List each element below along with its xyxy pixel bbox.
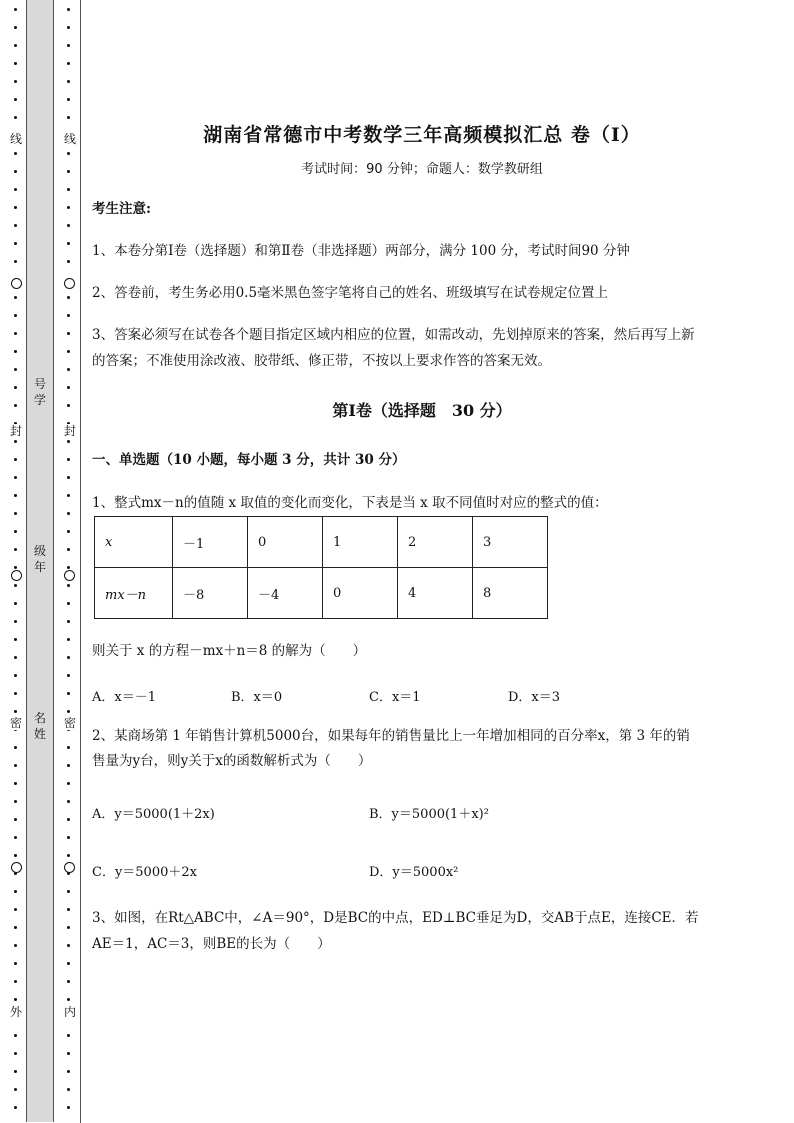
- margin-char-line: 线: [55, 132, 85, 146]
- cut-dot: [14, 674, 17, 677]
- cut-dot: [14, 80, 17, 83]
- cut-dot: [67, 458, 70, 461]
- cut-dot: [67, 188, 70, 191]
- cut-dot: [67, 926, 70, 929]
- cut-dot: [67, 242, 70, 245]
- cut-dot: [14, 800, 17, 803]
- cut-dot: [14, 260, 17, 263]
- cut-dot: [14, 296, 17, 299]
- cut-dot: [14, 476, 17, 479]
- cut-dot: [14, 602, 17, 605]
- cut-dot: [14, 1106, 17, 1109]
- cut-dot: [67, 944, 70, 947]
- cut-dot: [14, 926, 17, 929]
- cut-dot: [14, 944, 17, 947]
- question-2-option-c: C．y＝5000＋2x: [92, 865, 197, 880]
- table-cell: 0: [323, 568, 398, 619]
- cut-dot: [14, 656, 17, 659]
- cut-dot: [67, 836, 70, 839]
- cut-dot: [67, 98, 70, 101]
- cut-dot: [14, 98, 17, 101]
- cut-dot: [14, 386, 17, 389]
- binding-margin-inner: [53, 0, 83, 1123]
- cut-dot: [14, 890, 17, 893]
- cut-dot: [14, 440, 17, 443]
- cut-dot: [67, 404, 70, 407]
- cut-dot: [67, 854, 70, 857]
- cut-dot: [67, 620, 70, 623]
- cut-dot: [67, 44, 70, 47]
- cut-dot: [67, 512, 70, 515]
- cut-dot: [14, 404, 17, 407]
- cut-dot: [14, 116, 17, 119]
- notes-heading: 考生注意:: [92, 201, 151, 217]
- cut-dot: [14, 314, 17, 317]
- cut-dot: [67, 170, 70, 173]
- cut-dot: [14, 368, 17, 371]
- cut-dot: [14, 494, 17, 497]
- cut-dot: [67, 206, 70, 209]
- margin-char-line: 线: [1, 132, 31, 146]
- cut-dot: [67, 494, 70, 497]
- cut-dot: [14, 332, 17, 335]
- question-2-line-1: 2、某商场第 1 年销售计算机5000台，如果每年的销售量比上一年增加相同的百分率x，第 3 年的销: [92, 728, 690, 744]
- table-cell: 0: [248, 517, 323, 568]
- cut-dot: [14, 998, 17, 1001]
- cut-dot: [67, 296, 70, 299]
- cut-dot: [14, 620, 17, 623]
- cut-dot: [67, 440, 70, 443]
- question-1-option-a: A．x＝－1: [92, 690, 156, 705]
- margin-circle: [11, 862, 22, 873]
- cut-dot: [67, 8, 70, 11]
- cut-dot: [14, 26, 17, 29]
- cut-dot: [14, 566, 17, 569]
- cut-dot: [67, 710, 70, 713]
- cut-dot: [67, 368, 70, 371]
- student-id-label: 号 学: [33, 377, 46, 407]
- cut-dot: [67, 224, 70, 227]
- cut-dot: [67, 314, 70, 317]
- cut-dot: [14, 854, 17, 857]
- table-cell: 4: [398, 568, 473, 619]
- margin-circle: [64, 570, 75, 581]
- question-2-option-a: A．y＝5000(1＋2x): [92, 807, 215, 822]
- cut-dot: [14, 530, 17, 533]
- cut-dot: [14, 980, 17, 983]
- question-3-line-1: 3、如图，在Rt△ABC中，∠A＝90°，D是BC的中点，ED⊥BC垂足为D，交AB于点E，连接CE．若: [92, 910, 699, 926]
- note-item: 3、答案必须写在试卷各个题目指定区域内相应的位置，如需改动，先划掉原来的答案，然后再写上新: [92, 327, 695, 343]
- margin-char-outer: 外: [1, 1005, 31, 1019]
- cut-dot: [67, 980, 70, 983]
- cut-dot: [14, 908, 17, 911]
- exam-title: 湖南省常德市中考数学三年高频模拟汇总 卷（Ⅰ）: [203, 124, 641, 146]
- cut-dot: [67, 548, 70, 551]
- cut-dot: [14, 512, 17, 515]
- question-2-option-d: D．y＝5000x²: [369, 865, 459, 880]
- margin-rule: [80, 0, 81, 1123]
- binding-info-band: [26, 0, 54, 1122]
- margin-circle: [64, 278, 75, 289]
- cut-dot: [14, 1052, 17, 1055]
- margin-char-secret: 密: [55, 716, 85, 730]
- cut-dot: [67, 602, 70, 605]
- cut-dot: [67, 638, 70, 641]
- cut-dot: [67, 998, 70, 1001]
- cut-dot: [67, 890, 70, 893]
- grade-label: 级 年: [33, 544, 46, 574]
- cut-dot: [67, 1106, 70, 1109]
- cut-dot: [14, 638, 17, 641]
- cut-dot: [14, 1034, 17, 1037]
- cut-dot: [67, 1088, 70, 1091]
- cut-dot: [14, 710, 17, 713]
- question-1-option-d: D．x＝3: [508, 690, 561, 705]
- cut-dot: [14, 350, 17, 353]
- table-cell: －8: [173, 568, 248, 619]
- table-cell: 1: [323, 517, 398, 568]
- dotted-cut-line-inner: [53, 0, 83, 1123]
- cut-dot: [67, 746, 70, 749]
- cut-dot: [14, 692, 17, 695]
- cut-dot: [67, 152, 70, 155]
- cut-dot: [67, 782, 70, 785]
- name-label: 名 姓: [33, 711, 46, 741]
- cut-dot: [67, 566, 70, 569]
- cut-dot: [67, 764, 70, 767]
- cut-dot: [14, 548, 17, 551]
- cut-dot: [14, 206, 17, 209]
- cut-dot: [14, 458, 17, 461]
- cut-dot: [67, 1034, 70, 1037]
- cut-dot: [67, 656, 70, 659]
- cut-dot: [14, 818, 17, 821]
- margin-char-inner: 内: [55, 1005, 85, 1019]
- cut-dot: [14, 242, 17, 245]
- table-row: [95, 568, 548, 619]
- question-2-option-b: B．y＝5000(1＋x)²: [369, 807, 489, 822]
- exam-subtitle: 考试时间：90 分钟；命题人：数学教研组: [301, 162, 543, 177]
- cut-dot: [67, 800, 70, 803]
- part-heading: 一、单选题（10 小题，每小题 3 分，共计 30 分）: [92, 452, 406, 468]
- section-title: 第Ⅰ卷（选择题 30 分）: [332, 401, 512, 420]
- cut-dot: [67, 26, 70, 29]
- cut-dot: [14, 62, 17, 65]
- cut-dot: [14, 44, 17, 47]
- cut-dot: [14, 836, 17, 839]
- table-cell: 2: [398, 517, 473, 568]
- table-row: [95, 517, 548, 568]
- cut-dot: [14, 764, 17, 767]
- cut-dot: [67, 584, 70, 587]
- question-1-option-b: B．x＝0: [231, 690, 283, 705]
- table-cell: 8: [473, 568, 548, 619]
- cut-dot: [67, 332, 70, 335]
- cut-dot: [14, 224, 17, 227]
- note-item: 1、本卷分第Ⅰ卷（选择题）和第Ⅱ卷（非选择题）两部分，满分 100 分，考试时间90 分钟: [92, 243, 630, 259]
- cut-dot: [14, 170, 17, 173]
- cut-dot: [67, 530, 70, 533]
- table-cell: －4: [248, 568, 323, 619]
- cut-dot: [14, 188, 17, 191]
- cut-dot: [14, 746, 17, 749]
- note-item: 2、答卷前，考生务必用0.5毫米黑色签字笔将自己的姓名、班级填写在试卷规定位置上: [92, 285, 609, 301]
- cut-dot: [67, 260, 70, 263]
- cut-dot: [67, 386, 70, 389]
- question-1-prompt: 则关于 x 的方程－mx＋n＝8 的解为（ ）: [92, 643, 367, 659]
- table-cell: －1: [173, 517, 248, 568]
- table-cell: mx－n: [95, 568, 173, 619]
- margin-char-seal: 封: [55, 424, 85, 438]
- cut-dot: [67, 818, 70, 821]
- margin-char-secret: 密: [1, 716, 31, 730]
- question-2-line-2: 售量为y台，则y关于x的函数解析式为（ ）: [92, 753, 372, 769]
- cut-dot: [67, 476, 70, 479]
- question-3-line-2: AE＝1，AC＝3，则BE的长为（ ）: [92, 936, 331, 952]
- cut-dot: [14, 782, 17, 785]
- note-item: 的答案；不准使用涂改液、胶带纸、修正带，不按以上要求作答的答案无效。: [92, 353, 551, 369]
- cut-dot: [67, 1052, 70, 1055]
- question-1-option-c: C．x＝1: [369, 690, 421, 705]
- cut-dot: [14, 584, 17, 587]
- margin-circle: [11, 570, 22, 581]
- cut-dot: [67, 908, 70, 911]
- cut-dot: [67, 80, 70, 83]
- cut-dot: [67, 1070, 70, 1073]
- cut-dot: [14, 1070, 17, 1073]
- margin-char-seal: 封: [1, 424, 31, 438]
- table-cell: 3: [473, 517, 548, 568]
- question-1-text: 1、整式mx－n的值随 x 取值的变化而变化，下表是当 x 取不同值时对应的整式的值：: [92, 495, 608, 511]
- cut-dot: [14, 962, 17, 965]
- cut-dot: [14, 1088, 17, 1091]
- margin-circle: [11, 278, 22, 289]
- cut-dot: [67, 692, 70, 695]
- cut-dot: [14, 8, 17, 11]
- question-1-table: [94, 516, 548, 619]
- cut-dot: [67, 674, 70, 677]
- margin-circle: [64, 862, 75, 873]
- cut-dot: [67, 62, 70, 65]
- cut-dot: [67, 962, 70, 965]
- cut-dot: [67, 116, 70, 119]
- cut-dot: [67, 350, 70, 353]
- table-cell: x: [95, 517, 173, 568]
- cut-dot: [14, 152, 17, 155]
